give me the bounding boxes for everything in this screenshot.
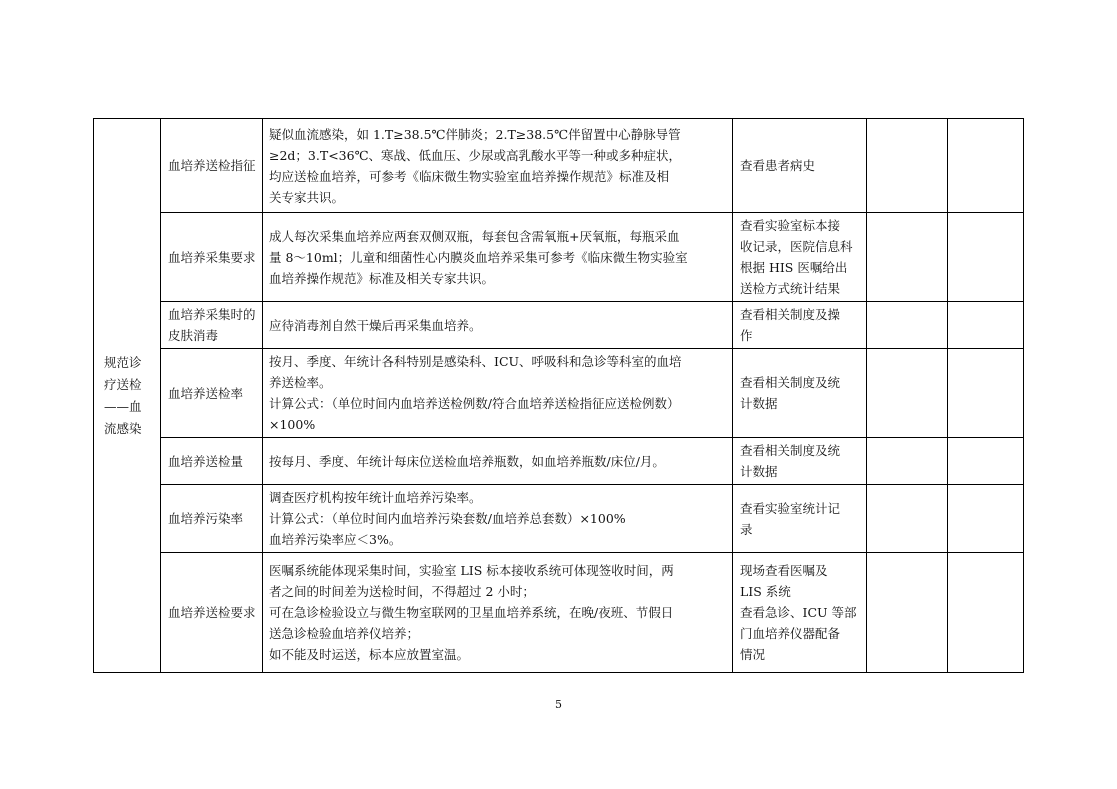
table-row: [94, 349, 1024, 438]
method-cell: 查看患者病史: [733, 119, 867, 213]
category-line: 流感染: [104, 420, 142, 436]
blank-cell: [867, 485, 948, 553]
content-cell: 成人每次采集血培养应两套双侧双瓶，每套包含需氧瓶+厌氧瓶，每瓶采血 量 8～10ml；儿童和细菌性心内膜炎血培养采集可参考《临床微生物实验室 血培养操作规范》标准及相关专家共识。: [263, 213, 733, 302]
method-cell: 查看实验室统计记 录: [733, 485, 867, 553]
blank-cell: [867, 213, 948, 302]
table-row: [94, 553, 1024, 673]
category-line: 疗送检: [104, 376, 142, 392]
blank-cell: [948, 485, 1024, 553]
category-cell: [94, 119, 161, 673]
method-cell: 查看相关制度及操 作: [733, 302, 867, 349]
blank-cell: [948, 119, 1024, 213]
content-cell: 医嘱系统能体现采集时间，实验室 LIS 标本接收系统可体现签收时间，两 者之间的时间差为送检时间，不得超过 2 小时； 可在急诊检验设立与微生物室联网的卫星血培养系统，在晚/夜班、节假日 送急诊检验血培养仪培养； 如不能及时运送，标本应放置室温。: [263, 553, 733, 673]
item-cell: 血培养采集时的皮肤消毒: [161, 302, 263, 349]
blank-cell: [948, 302, 1024, 349]
page-number: 5: [555, 698, 562, 711]
category-line: 规范诊: [104, 354, 142, 370]
blank-cell: [867, 349, 948, 438]
content-cell: 按月、季度、年统计各科特别是感染科、ICU、呼吸科和急诊等科室的血培 养送检率。 计算公式：（单位时间内血培养送检例数/符合血培养送检指征应送检例数） ×100%: [263, 349, 733, 438]
table-row: [94, 438, 1024, 485]
table-row: [94, 213, 1024, 302]
blank-cell: [867, 302, 948, 349]
blank-cell: [867, 553, 948, 673]
blank-cell: [948, 213, 1024, 302]
content-cell: 疑似血流感染，如 1.T≥38.5℃伴肺炎；2.T≥38.5℃伴留置中心静脉导管 ≥2d；3.T<36℃、寒战、低血压、少尿或高乳酸水平等一种或多种症状， 均应送检血培养，可参考《临床微生物实验室血培养操作规范》标准及相 关专家共识。: [263, 119, 733, 213]
method-cell: 现场查看医嘱及 LIS 系统 查看急诊、ICU 等部 门血培养仪器配备 情况: [733, 553, 867, 673]
indicator-table: [93, 118, 1024, 673]
blank-cell: [948, 438, 1024, 485]
item-cell: 血培养送检要求: [161, 553, 263, 673]
method-cell: 查看相关制度及统 计数据: [733, 349, 867, 438]
item-cell: 血培养送检量: [161, 438, 263, 485]
item-cell: 血培养污染率: [161, 485, 263, 553]
item-cell: 血培养送检率: [161, 349, 263, 438]
table-row: [94, 302, 1024, 349]
blank-cell: [867, 438, 948, 485]
content-cell: 按每月、季度、年统计每床位送检血培养瓶数，如血培养瓶数/床位/月。: [263, 438, 733, 485]
content-cell: 调查医疗机构按年统计血培养污染率。 计算公式：（单位时间内血培养污染套数/血培养总套数）×100% 血培养污染率应＜3%。: [263, 485, 733, 553]
table-row: [94, 485, 1024, 553]
method-cell: 查看相关制度及统 计数据: [733, 438, 867, 485]
method-cell: 查看实验室标本接 收记录，医院信息科 根据 HIS 医嘱给出 送检方式统计结果: [733, 213, 867, 302]
blank-cell: [867, 119, 948, 213]
item-cell: 血培养送检指征: [161, 119, 263, 213]
content-cell: 应待消毒剂自然干燥后再采集血培养。: [263, 302, 733, 349]
category-line: ——血: [104, 398, 142, 414]
table-row: [94, 119, 1024, 213]
blank-cell: [948, 349, 1024, 438]
item-cell: 血培养采集要求: [161, 213, 263, 302]
blank-cell: [948, 553, 1024, 673]
